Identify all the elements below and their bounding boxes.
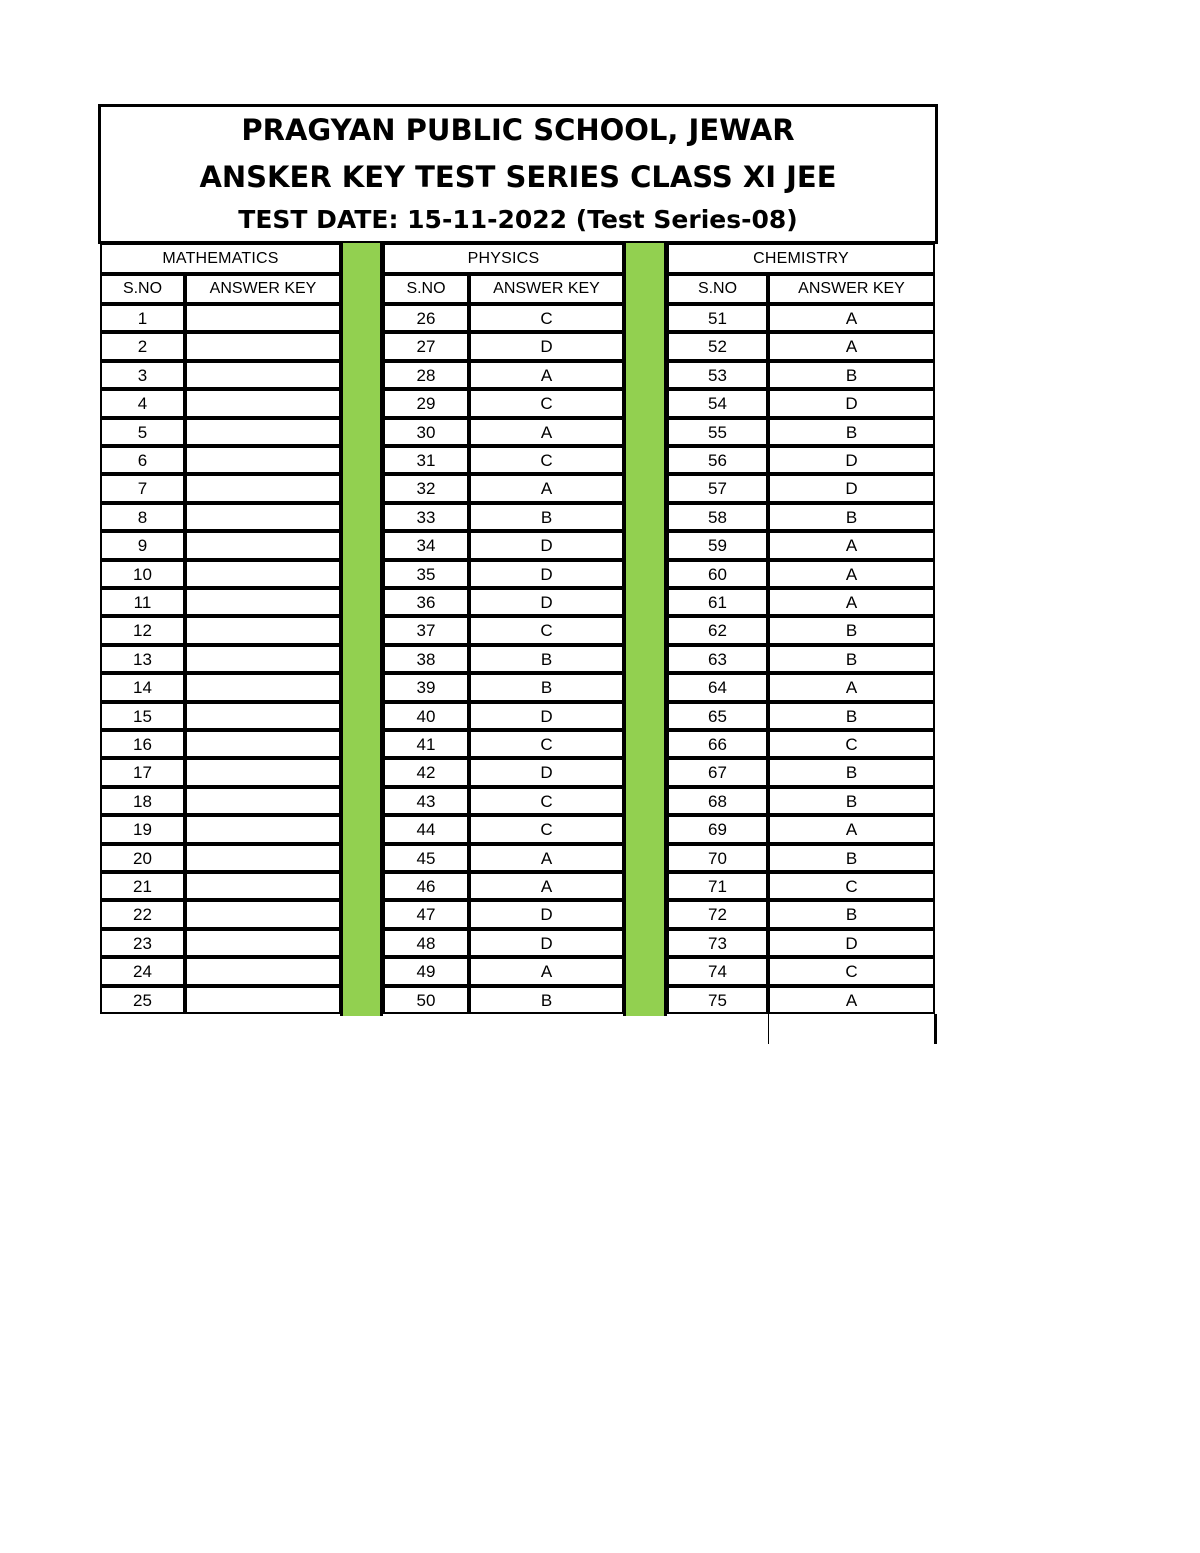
question-number: 35 xyxy=(383,560,469,588)
question-number: 75 xyxy=(667,986,768,1014)
column-header-answer-key: ANSWER KEY xyxy=(185,274,341,304)
answer-key-cell xyxy=(185,929,341,957)
question-number: 4 xyxy=(100,389,185,418)
answer-key-cell: A xyxy=(768,588,935,616)
question-number: 22 xyxy=(100,900,185,929)
question-number: 73 xyxy=(667,929,768,957)
question-number: 10 xyxy=(100,560,185,588)
answer-key-cell xyxy=(185,361,341,389)
question-number: 9 xyxy=(100,531,185,560)
answer-key-cell: B xyxy=(768,418,935,446)
question-number: 57 xyxy=(667,474,768,503)
answer-key-cell xyxy=(185,503,341,531)
answer-key-cell: B xyxy=(768,503,935,531)
answer-key-cell xyxy=(185,560,341,588)
question-number: 13 xyxy=(100,645,185,673)
answer-key-cell xyxy=(185,616,341,645)
answer-key-cell xyxy=(185,957,341,986)
answer-key-cell xyxy=(185,787,341,815)
question-number: 15 xyxy=(100,702,185,730)
question-number: 24 xyxy=(100,957,185,986)
answer-key-cell: A xyxy=(768,332,935,361)
answer-key-cell xyxy=(185,900,341,929)
question-number: 17 xyxy=(100,758,185,787)
question-number: 59 xyxy=(667,531,768,560)
answer-key-cell: B xyxy=(768,844,935,872)
subject-header: CHEMISTRY xyxy=(667,243,935,274)
question-number: 61 xyxy=(667,588,768,616)
answer-key-cell: D xyxy=(768,446,935,474)
answer-key-cell xyxy=(185,418,341,446)
answer-key-cell: C xyxy=(469,304,624,332)
question-number: 32 xyxy=(383,474,469,503)
question-number: 12 xyxy=(100,616,185,645)
question-number: 56 xyxy=(667,446,768,474)
question-number: 31 xyxy=(383,446,469,474)
answer-key-cell: D xyxy=(469,900,624,929)
question-number: 21 xyxy=(100,872,185,900)
question-number: 11 xyxy=(100,588,185,616)
question-number: 6 xyxy=(100,446,185,474)
question-number: 45 xyxy=(383,844,469,872)
answer-key-cell: C xyxy=(768,872,935,900)
answer-key-cell: C xyxy=(469,389,624,418)
question-number: 18 xyxy=(100,787,185,815)
question-number: 26 xyxy=(383,304,469,332)
answer-key-cell xyxy=(185,332,341,361)
answer-key-cell: A xyxy=(768,560,935,588)
question-number: 53 xyxy=(667,361,768,389)
answer-key-cell: D xyxy=(469,560,624,588)
subject-header: PHYSICS xyxy=(383,243,624,274)
sheet-title: ANSKER KEY TEST SERIES CLASS XI JEE xyxy=(199,160,837,194)
answer-key-cell xyxy=(185,474,341,503)
question-number: 69 xyxy=(667,815,768,844)
column-header-sno: S.NO xyxy=(383,274,469,304)
answer-key-cell: D xyxy=(768,389,935,418)
separator-bar xyxy=(623,243,667,1016)
answer-key-cell xyxy=(185,389,341,418)
question-number: 25 xyxy=(100,986,185,1014)
question-number: 66 xyxy=(667,730,768,758)
question-number: 36 xyxy=(383,588,469,616)
question-number: 40 xyxy=(383,702,469,730)
subject-header: MATHEMATICS xyxy=(100,243,341,274)
answer-key-cell xyxy=(185,844,341,872)
test-date: TEST DATE: 15-11-2022 (Test Series-08) xyxy=(238,205,798,234)
answer-key-cell xyxy=(185,673,341,702)
answer-key-cell: B xyxy=(768,758,935,787)
answer-key-cell xyxy=(185,730,341,758)
header-box xyxy=(98,104,938,244)
answer-key-cell: A xyxy=(768,304,935,332)
question-number: 23 xyxy=(100,929,185,957)
question-number: 52 xyxy=(667,332,768,361)
column-header-sno: S.NO xyxy=(667,274,768,304)
answer-key-cell: C xyxy=(768,730,935,758)
answer-key-cell: B xyxy=(768,787,935,815)
answer-key-cell: C xyxy=(469,815,624,844)
answer-key-cell: D xyxy=(469,929,624,957)
question-number: 71 xyxy=(667,872,768,900)
answer-key-cell: B xyxy=(469,673,624,702)
column-header-answer-key: ANSWER KEY xyxy=(768,274,935,304)
answer-key-cell: D xyxy=(469,332,624,361)
question-number: 55 xyxy=(667,418,768,446)
answer-key-cell xyxy=(185,588,341,616)
question-number: 8 xyxy=(100,503,185,531)
question-number: 37 xyxy=(383,616,469,645)
question-number: 3 xyxy=(100,361,185,389)
question-number: 48 xyxy=(383,929,469,957)
answer-key-cell: A xyxy=(469,361,624,389)
answer-key-cell: A xyxy=(469,418,624,446)
question-number: 70 xyxy=(667,844,768,872)
answer-key-cell: C xyxy=(469,787,624,815)
answer-key-cell: B xyxy=(469,503,624,531)
answer-key-cell: D xyxy=(469,588,624,616)
answer-key-cell: B xyxy=(768,900,935,929)
answer-key-cell: B xyxy=(469,986,624,1014)
column-header-answer-key: ANSWER KEY xyxy=(469,274,624,304)
question-number: 62 xyxy=(667,616,768,645)
answer-key-cell: B xyxy=(768,702,935,730)
answer-key-cell: B xyxy=(469,645,624,673)
answer-key-cell: C xyxy=(469,446,624,474)
answer-key-cell: A xyxy=(469,872,624,900)
answer-key-cell: D xyxy=(469,758,624,787)
question-number: 20 xyxy=(100,844,185,872)
question-number: 27 xyxy=(383,332,469,361)
question-number: 39 xyxy=(383,673,469,702)
answer-key-cell xyxy=(185,702,341,730)
answer-key-cell: B xyxy=(768,361,935,389)
answer-key-cell: A xyxy=(469,474,624,503)
question-number: 63 xyxy=(667,645,768,673)
question-number: 5 xyxy=(100,418,185,446)
trailing-gridline xyxy=(768,1014,769,1044)
question-number: 46 xyxy=(383,872,469,900)
question-number: 14 xyxy=(100,673,185,702)
question-number: 60 xyxy=(667,560,768,588)
answer-key-cell: D xyxy=(469,531,624,560)
school-name: PRAGYAN PUBLIC SCHOOL, JEWAR xyxy=(241,113,795,147)
separator-bar xyxy=(340,243,383,1016)
answer-key-cell: B xyxy=(768,645,935,673)
question-number: 74 xyxy=(667,957,768,986)
question-number: 33 xyxy=(383,503,469,531)
answer-key-cell: D xyxy=(768,929,935,957)
answer-key-cell xyxy=(185,815,341,844)
answer-key-cell: B xyxy=(768,616,935,645)
question-number: 19 xyxy=(100,815,185,844)
answer-key-cell xyxy=(185,872,341,900)
answer-key-cell: C xyxy=(768,957,935,986)
question-number: 58 xyxy=(667,503,768,531)
answer-key-cell xyxy=(185,531,341,560)
question-number: 2 xyxy=(100,332,185,361)
answer-key-cell: C xyxy=(469,730,624,758)
question-number: 38 xyxy=(383,645,469,673)
question-number: 29 xyxy=(383,389,469,418)
answer-key-cell xyxy=(185,304,341,332)
answer-key-cell: A xyxy=(768,815,935,844)
answer-key-cell xyxy=(185,986,341,1014)
question-number: 16 xyxy=(100,730,185,758)
column-header-sno: S.NO xyxy=(100,274,185,304)
question-number: 7 xyxy=(100,474,185,503)
answer-key-cell xyxy=(185,645,341,673)
question-number: 30 xyxy=(383,418,469,446)
question-number: 1 xyxy=(100,304,185,332)
question-number: 28 xyxy=(383,361,469,389)
answer-key-cell: D xyxy=(768,474,935,503)
answer-key-cell: D xyxy=(469,702,624,730)
question-number: 34 xyxy=(383,531,469,560)
question-number: 47 xyxy=(383,900,469,929)
answer-key-cell: A xyxy=(768,673,935,702)
answer-key-cell: A xyxy=(768,531,935,560)
answer-key-cell xyxy=(185,446,341,474)
question-number: 50 xyxy=(383,986,469,1014)
answer-key-cell: A xyxy=(469,957,624,986)
answer-key-cell xyxy=(185,758,341,787)
question-number: 68 xyxy=(667,787,768,815)
question-number: 64 xyxy=(667,673,768,702)
question-number: 54 xyxy=(667,389,768,418)
answer-key-cell: A xyxy=(768,986,935,1014)
question-number: 43 xyxy=(383,787,469,815)
question-number: 67 xyxy=(667,758,768,787)
answer-key-cell: A xyxy=(469,844,624,872)
question-number: 41 xyxy=(383,730,469,758)
question-number: 51 xyxy=(667,304,768,332)
question-number: 42 xyxy=(383,758,469,787)
trailing-gridline xyxy=(934,1014,937,1044)
question-number: 49 xyxy=(383,957,469,986)
question-number: 65 xyxy=(667,702,768,730)
question-number: 72 xyxy=(667,900,768,929)
question-number: 44 xyxy=(383,815,469,844)
answer-key-cell: C xyxy=(469,616,624,645)
